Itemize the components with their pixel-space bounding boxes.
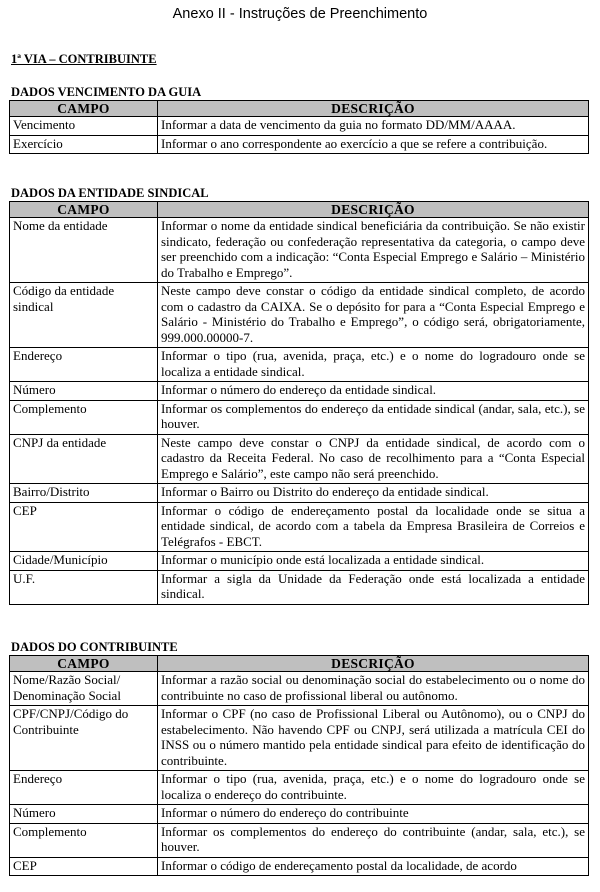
descricao-cell: Informar o código de endereçamento postal da localidade onde se situa a entidade sindical, de acordo com a tabela da Empresa Brasileira de Correios e Telégrafos - EBCT.	[158, 502, 589, 552]
via-heading: 1ª VIA – CONTRIBUINTE	[11, 52, 157, 66]
campo-cell: U.F.	[10, 570, 158, 604]
table-row	[10, 706, 589, 771]
table-row	[10, 283, 589, 348]
campo-cell: Número	[10, 382, 158, 401]
table-row	[10, 502, 589, 552]
table-row	[10, 348, 589, 382]
descricao-cell: Informar o nome da entidade sindical beneficiária da contribuição. Se não existir sindicato, federação ou confederação representativa da categoria, o campo deve ser preenchido com a indicação: “Conta Especial Emprego e Salário – Ministério do Trabalho e Emprego”.	[158, 218, 589, 283]
table-row	[10, 135, 589, 154]
table-row	[10, 672, 589, 706]
campo-cell: CPF/CNPJ/Código do Contribuinte	[10, 706, 158, 771]
descricao-cell: Informar os complementos do endereço do contribuinte (andar, sala, etc.), se houver.	[158, 823, 589, 857]
descricao-cell: Informar o Bairro ou Distrito do endereço da entidade sindical.	[158, 484, 589, 503]
table-row	[10, 400, 589, 434]
table-row	[10, 218, 589, 283]
table-row	[10, 805, 589, 824]
table-header-row	[10, 101, 589, 117]
header-descricao: DESCRIÇÃO	[158, 101, 589, 117]
header-descricao: DESCRIÇÃO	[158, 656, 589, 672]
campo-cell: Código da entidade sindical	[10, 283, 158, 348]
campo-cell: CNPJ da entidade	[10, 434, 158, 484]
campo-cell: Complemento	[10, 400, 158, 434]
descricao-cell: Informar o ano correspondente ao exercício a que se refere a contribuição.	[158, 135, 589, 154]
campo-cell: Nome da entidade	[10, 218, 158, 283]
table-row	[10, 382, 589, 401]
table-header-row	[10, 202, 589, 218]
section-title-vencimento: DADOS VENCIMENTO DA GUIA	[11, 85, 202, 99]
campo-cell: Cidade/Município	[10, 552, 158, 571]
descricao-cell: Informar o tipo (rua, avenida, praça, etc.) e o nome do logradouro onde se localiza o endereço do contribuinte.	[158, 771, 589, 805]
document-title: Anexo II - Instruções de Preenchimento	[172, 6, 428, 22]
section-title-contribuinte: DADOS DO CONTRIBUINTE	[11, 640, 178, 654]
descricao-cell: Informar a sigla da Unidade da Federação onde está localizada a entidade sindical.	[158, 570, 589, 604]
header-campo: CAMPO	[10, 101, 158, 117]
table-row	[10, 857, 589, 876]
table-vencimento	[9, 100, 589, 154]
descricao-cell: Informar o CPF (no caso de Profissional Liberal ou Autônomo), ou o CNPJ do estabelecimento. Não havendo CPF ou CNPJ, será utilizada a matrícula CEI do INSS ou o número mantido pela entidade sindical para efeito de identificação do contribuinte.	[158, 706, 589, 771]
header-campo: CAMPO	[10, 202, 158, 218]
header-descricao: DESCRIÇÃO	[158, 202, 589, 218]
descricao-cell: Informar os complementos do endereço da entidade sindical (andar, sala, etc.), se houver.	[158, 400, 589, 434]
descricao-cell: Neste campo deve constar o código da entidade sindical completo, de acordo com o cadastro da CAIXA. Se o depósito for para a “Conta Especial Emprego e Salário - Ministério do Trabalho e Emprego”, o código será, obrigatoriamente, 999.000.00000-7.	[158, 283, 589, 348]
table-row	[10, 823, 589, 857]
campo-cell: Exercício	[10, 135, 158, 154]
table-row	[10, 771, 589, 805]
campo-cell: CEP	[10, 502, 158, 552]
table-entidade-sindical	[9, 201, 589, 605]
descricao-cell: Informar o número do endereço do contribuinte	[158, 805, 589, 824]
table-row	[10, 434, 589, 484]
descricao-cell: Informar o tipo (rua, avenida, praça, etc.) e o nome do logradouro onde se localiza a entidade sindical.	[158, 348, 589, 382]
header-campo: CAMPO	[10, 656, 158, 672]
table-row	[10, 117, 589, 136]
campo-cell: Vencimento	[10, 117, 158, 136]
campo-cell: Endereço	[10, 348, 158, 382]
descricao-cell: Informar o código de endereçamento postal da localidade, de acordo	[158, 857, 589, 876]
descricao-cell: Informar a data de vencimento da guia no formato DD/MM/AAAA.	[158, 117, 589, 136]
table-row	[10, 570, 589, 604]
table-row	[10, 552, 589, 571]
section-title-entidade: DADOS DA ENTIDADE SINDICAL	[11, 186, 209, 200]
table-row	[10, 484, 589, 503]
table-contribuinte	[9, 655, 589, 876]
campo-cell: Número	[10, 805, 158, 824]
descricao-cell: Informar o município onde está localizada a entidade sindical.	[158, 552, 589, 571]
campo-cell: Endereço	[10, 771, 158, 805]
campo-cell: CEP	[10, 857, 158, 876]
descricao-cell: Informar o número do endereço da entidade sindical.	[158, 382, 589, 401]
campo-cell: Complemento	[10, 823, 158, 857]
descricao-cell: Informar a razão social ou denominação social do estabelecimento ou o nome do contribuinte no caso de profissional liberal ou autônomo.	[158, 672, 589, 706]
campo-cell: Bairro/Distrito	[10, 484, 158, 503]
campo-cell: Nome/Razão Social/ Denominação Social	[10, 672, 158, 706]
table-header-row	[10, 656, 589, 672]
descricao-cell: Neste campo deve constar o CNPJ da entidade sindical, de acordo com o cadastro da Receita Federal. No caso de recolhimento para a “Conta Especial Emprego e Salário”, este campo não será preenchido.	[158, 434, 589, 484]
